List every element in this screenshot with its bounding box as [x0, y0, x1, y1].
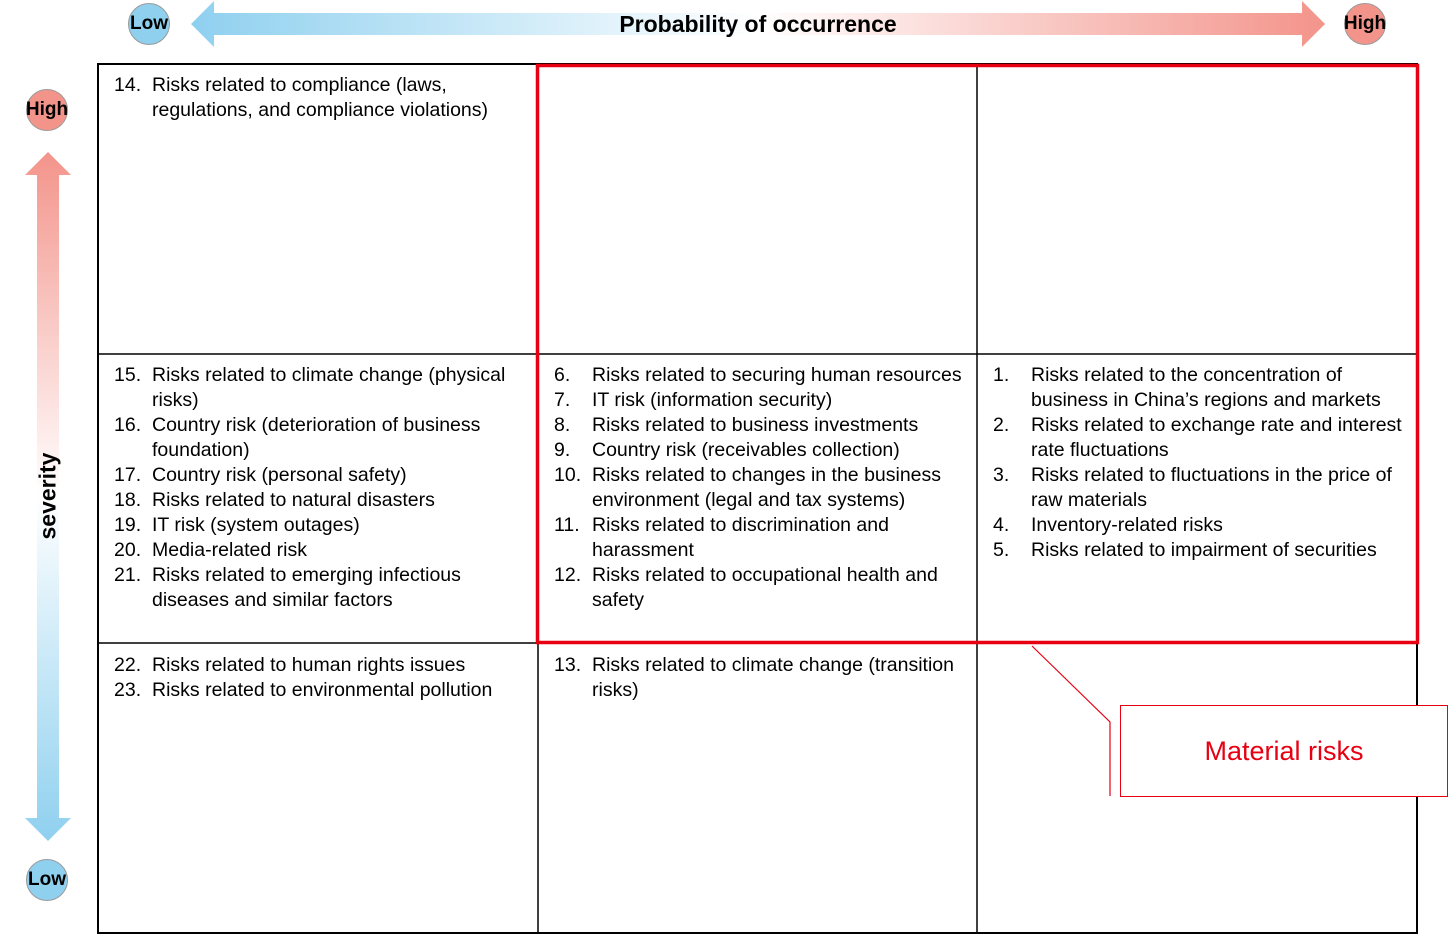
cell-low-severity-mid-probability — [538, 644, 977, 933]
risk-item-number: 16. — [114, 414, 142, 436]
risk-item — [554, 653, 977, 703]
risk-item — [554, 563, 977, 613]
risk-item-number: 12. — [554, 564, 582, 586]
risk-item — [114, 488, 538, 513]
cell-mid-severity-low-probability — [98, 354, 538, 643]
risk-item-number: 17. — [114, 464, 142, 486]
cell-mid-severity-mid-probability — [538, 354, 977, 643]
risk-item-number: 21. — [114, 564, 142, 586]
cell-high-severity-high-probability — [977, 64, 1417, 354]
risk-item-text: Country risk (personal safety) — [152, 464, 407, 486]
risk-item-number: 14. — [114, 74, 142, 96]
risk-item-text: Risks related to occupational health and safety — [592, 564, 938, 611]
risk-item-number: 2. — [993, 414, 1010, 436]
risk-item — [554, 363, 977, 388]
risk-item-text: IT risk (system outages) — [152, 514, 360, 536]
material-risks-callout — [1120, 705, 1448, 797]
risk-item-number: 4. — [993, 514, 1010, 536]
risk-item-text: Risks related to compliance (laws, regulations, and compliance violations) — [152, 74, 489, 121]
risk-item-text: Risks related to emerging infectious diseases and similar factors — [152, 564, 461, 611]
x-axis-high-marker: High — [1344, 3, 1386, 45]
risk-item-number: 23. — [114, 679, 142, 701]
x-axis-low-marker: Low — [128, 3, 170, 45]
risk-item-number: 1. — [993, 364, 1010, 386]
risk-item-number: 3. — [993, 464, 1010, 486]
risk-item-text: Risks related to securing human resources — [592, 364, 962, 386]
risk-item-number: 11. — [554, 514, 580, 536]
risk-item-number: 15. — [114, 364, 142, 386]
risk-item — [114, 563, 538, 613]
risk-item — [554, 438, 977, 463]
cell-mid-severity-high-probability — [977, 354, 1417, 643]
risk-item-number: 9. — [554, 439, 571, 461]
x-axis-title: Probability of occurrence — [619, 11, 897, 37]
risk-item-text: Risks related to exchange rate and interest rate fluctuations — [1031, 414, 1402, 461]
cell-low-severity-low-probability — [98, 644, 538, 933]
risk-item-number: 22. — [114, 654, 142, 676]
risk-item — [114, 538, 538, 563]
risk-item-number: 6. — [554, 364, 571, 386]
risk-item — [993, 413, 1417, 463]
risk-item-text: Risks related to climate change (transition risks) — [592, 654, 954, 701]
cell-high-severity-mid-probability — [538, 64, 977, 354]
risk-item-number: 7. — [554, 389, 571, 411]
risk-item — [114, 413, 538, 463]
risk-item-number: 5. — [993, 539, 1010, 561]
y-axis-high-marker: High — [26, 89, 68, 131]
risk-item-text: Risks related to changes in the business environment (legal and tax systems) — [592, 464, 942, 511]
risk-item — [114, 678, 538, 703]
risk-item-text: Media-related risk — [152, 539, 307, 561]
risk-item — [993, 463, 1417, 513]
risk-item — [114, 513, 538, 538]
risk-item — [554, 463, 977, 513]
risk-item-text: Risks related to climate change (physical risks) — [152, 364, 506, 411]
risk-item-text: Risks related to natural disasters — [152, 489, 435, 511]
risk-item-text: Country risk (receivables collection) — [592, 439, 900, 461]
risk-item — [993, 513, 1417, 538]
risk-item — [993, 538, 1417, 563]
risk-item-text: Risks related to the concentration of business in China’s regions and markets — [1031, 364, 1381, 411]
risk-item-number: 18. — [114, 489, 142, 511]
risk-item — [554, 513, 977, 563]
risk-item-number: 13. — [554, 654, 582, 676]
risk-item-text: Risks related to business investments — [592, 414, 919, 436]
y-axis-low-marker: Low — [26, 859, 68, 901]
risk-item-number: 8. — [554, 414, 571, 436]
risk-item — [114, 653, 538, 678]
risk-item — [554, 413, 977, 438]
risk-item — [114, 73, 538, 123]
risk-item-text: Risks related to discrimination and harassment — [592, 514, 889, 561]
risk-item — [114, 463, 538, 488]
risk-item — [554, 388, 977, 413]
risk-item-number: 20. — [114, 539, 142, 561]
risk-item — [993, 363, 1417, 413]
risk-item-text: Inventory-related risks — [1031, 514, 1223, 536]
y-axis-title: severity — [34, 452, 61, 540]
risk-item-text: Risks related to environmental pollution — [152, 679, 493, 701]
risk-item-text: Country risk (deterioration of business foundation) — [152, 414, 481, 461]
risk-item — [114, 363, 538, 413]
cell-high-severity-low-probability — [98, 64, 538, 354]
risk-item-number: 19. — [114, 514, 142, 536]
risk-item-text: IT risk (information security) — [592, 389, 833, 411]
risk-item-number: 10. — [554, 464, 582, 486]
risk-item-text: Risks related to impairment of securities — [1031, 539, 1377, 561]
risk-item-text: Risks related to human rights issues — [152, 654, 466, 676]
material-risks-label: Material risks — [1204, 735, 1364, 766]
risk-item-text: Risks related to fluctuations in the price of raw materials — [1031, 464, 1392, 511]
